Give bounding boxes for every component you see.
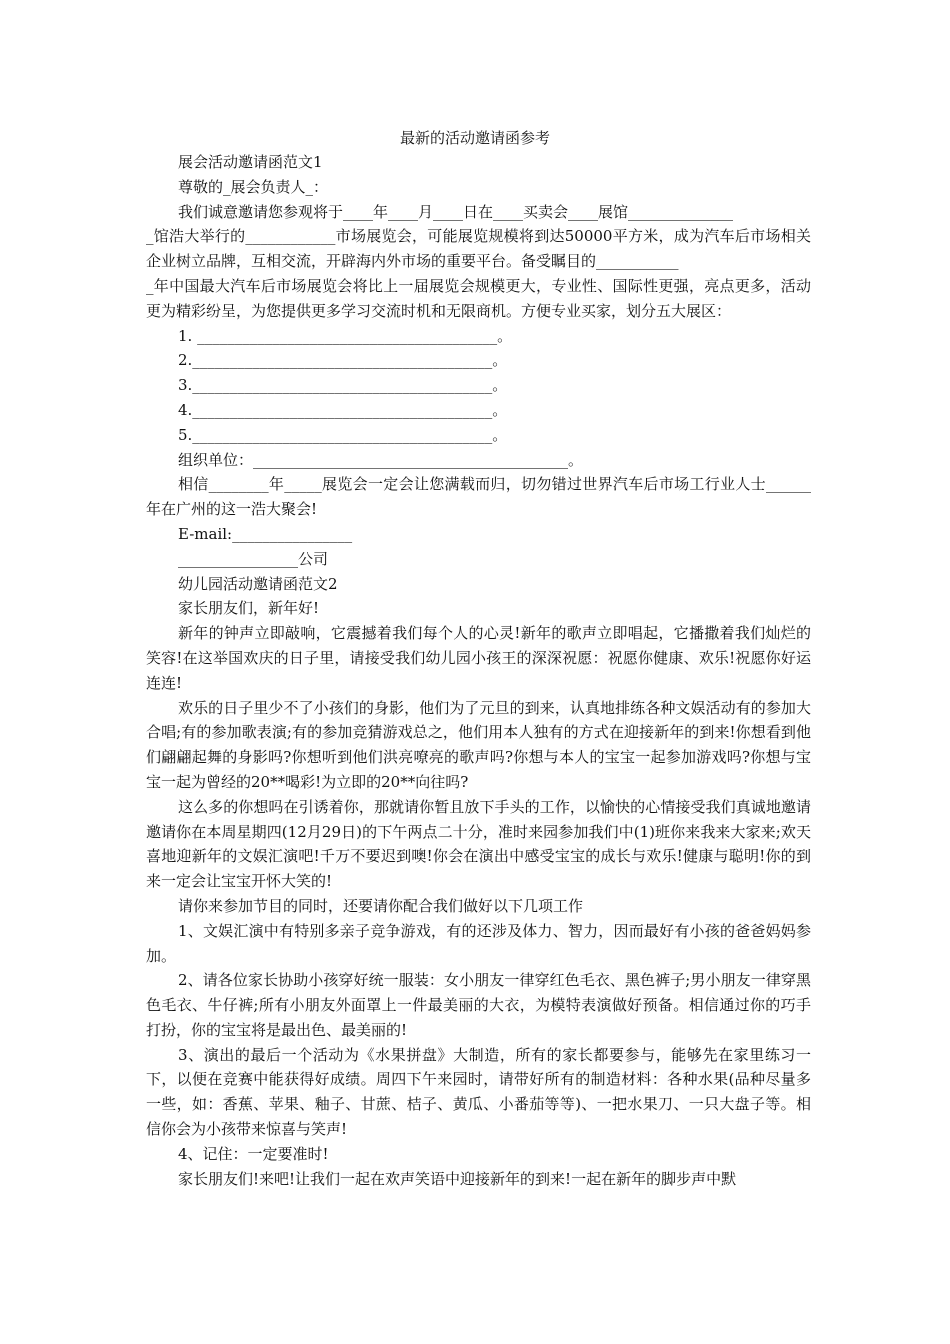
list-item: 3.________________________________________。	[178, 376, 508, 395]
paragraph: 欢乐的日子里少不了小孩们的身影，他们为了元旦的到来，认真地排练各种文娱活动有的参加大合唱;有的参加歌表演;有的参加竞猜游戏总之，他们用本人独有的方式在迎接新年的到来!你想看到他们翩翩起舞的身影吗?你想听到他们洪亮嘹亮的歌声吗?你想与本人的宝宝一起参加游戏吗?你想与宝宝一起为曾经的20**喝彩!为立即的20**向往吗?	[146, 698, 811, 791]
company-line: ________________公司	[178, 549, 329, 568]
section-heading-1: 展会活动邀请函范文1	[178, 153, 323, 171]
paragraph: 1、文娱汇演中有特别多亲子竞争游戏，有的还涉及体力、智力，因而最好有小孩的爸爸妈妈参加。	[146, 921, 811, 965]
organizer-line: 组织单位：__________________________________________。	[178, 450, 584, 469]
paragraph: 家长朋友们!来吧!让我们一起在欢声笑语中迎接新年的到来!一起在新年的脚步声中默	[178, 1169, 737, 1188]
document-body	[146, 150, 811, 1191]
salutation-1: 尊敬的_展会负责人_：	[178, 177, 329, 196]
paragraph: 这么多的你想吗在引诱着你，那就请你暂且放下手头的工作，以愉快的心情接受我们真诚地邀请邀请你在本周星期四(12月29日)的下午两点二十分，准时来园参加我们中(1)班你来我来大家来;欢天喜地迎新年的文娱汇演吧!千万不要迟到噢!你会在演出中感受宝宝的成长与欢乐!健康与聪明!你的到来一定会让宝宝开怀大笑的!	[146, 797, 811, 891]
document-title: 最新的活动邀请函参考	[399, 129, 550, 147]
list-item: 4.________________________________________。	[178, 400, 508, 419]
paragraph: _馆浩大举行的____________市场展览会，可能展览规模将到达50000平方米，成为汽车后市场相关企业树立品牌，互相交流，开辟海内外市场的重要平台。备受瞩目的___________	[146, 227, 811, 271]
paragraph: 请你来参加节目的同时，还要请你配合我们做好以下几项工作	[178, 896, 584, 915]
section-heading-2: 幼儿园活动邀请函范文2	[178, 574, 338, 593]
paragraph: 我们诚意邀请您参观将于____年____月____日在____买卖会____展馆______________	[178, 202, 734, 221]
paragraph: 相信________年_____展览会一定会让您满载而归，切勿错过世界汽车后市场工行业人士______年在广州的这一浩大聚会!	[146, 475, 811, 519]
salutation-2: 家长朋友们，新年好!	[178, 599, 320, 618]
list-item: 1. ________________________________________。	[178, 326, 513, 345]
paragraph: 4、记住：一定要准时!	[178, 1144, 329, 1163]
paragraph: 2、请各位家长协助小孩穿好统一服装：女小朋友一律穿红色毛衣、黑色裤子;男小朋友一律穿黑色毛衣、牛仔裤;所有小朋友外面罩上一件最美丽的大衣，为模特表演做好预备。相信通过你的巧手打扮，你的宝宝将是最出色、最美丽的!	[146, 971, 811, 1039]
paragraph: 3、演出的最后一个活动为《水果拼盘》大制造，所有的家长都要参与，能够先在家里练习一下，以便在竞赛中能获得好成绩。周四下午来园时，请带好所有的制造材料：各种水果(品种尽量多一些，如：香蕉、苹果、釉子、甘蔗、桔子、黄瓜、小番茄等等)、一把水果刀、一只大盘子等。相信你会为小孩带来惊喜与笑声!	[146, 1045, 811, 1139]
list-item: 5.________________________________________。	[178, 425, 508, 444]
email-line: E-mail:________________	[178, 524, 353, 543]
paragraph: 新年的钟声立即敲响，它震撼着我们每个人的心灵!新年的歌声立即唱起，它播撒着我们灿烂的笑容!在这举国欢庆的日子里，请接受我们幼儿园小孩王的深深祝愿：祝愿你健康、欢乐!祝愿你好运连连!	[146, 624, 811, 692]
list-item: 2.________________________________________。	[178, 351, 508, 370]
paragraph: _年中国最大汽车后市场展览会将比上一届展览会规模更大，专业性、国际性更强，亮点更多，活动更为精彩纷呈，为您提供更多学习交流时机和无限商机。方便专业买家，划分五大展区：	[146, 276, 811, 320]
